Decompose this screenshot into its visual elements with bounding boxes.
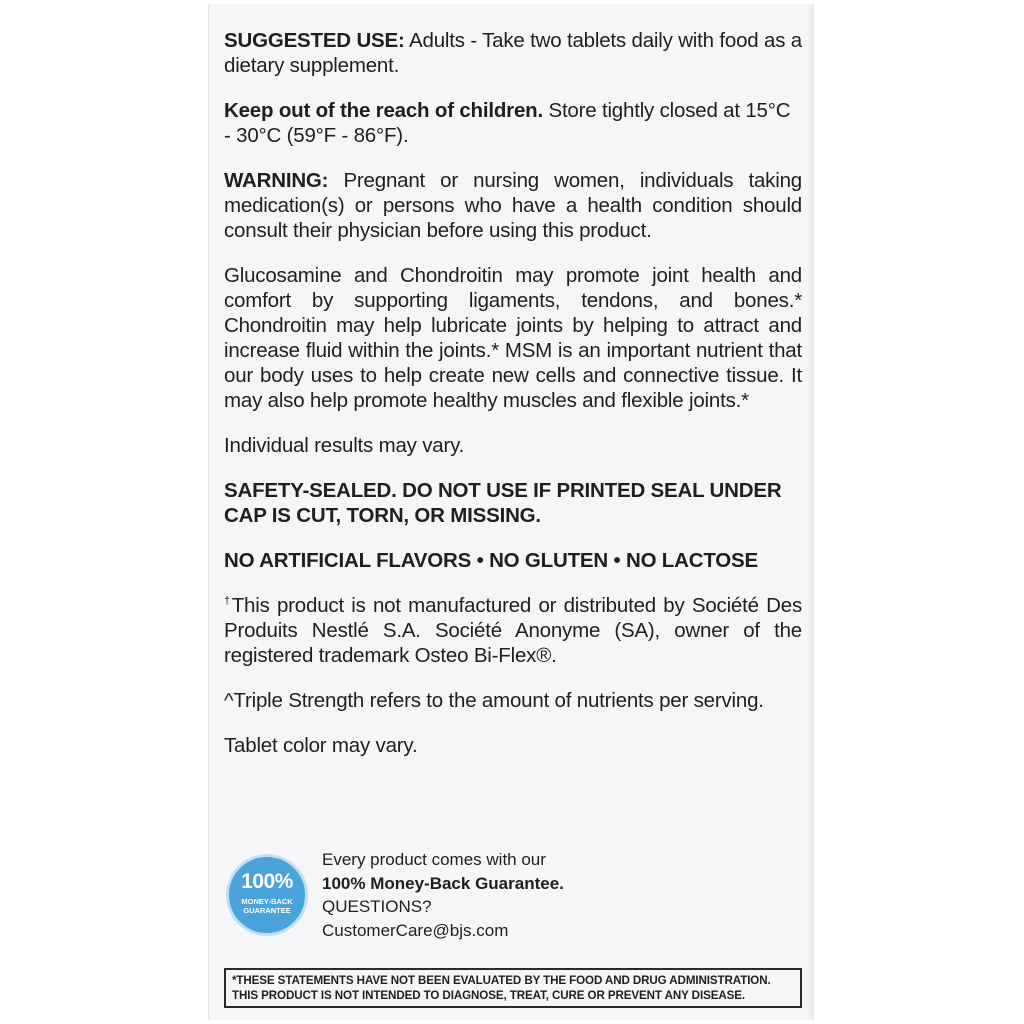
guarantee-line3: QUESTIONS? [322,897,432,916]
panel-edge-shadow [807,4,813,1020]
trademark-paragraph [224,593,802,668]
benefits-paragraph: Glucosamine and Chondroitin may promote joint health and comfort by supporting ligaments, tendons, and bones.* Chondroitin may help lubricate joints by helping to attract and increase fluid within the joints.* MSM is an important nutrient that our body uses to help create new cells and connective tissue. It may also help promote healthy muscles and flexible joints.* [224,264,802,412]
suggested-use-label: SUGGESTED USE: [224,29,405,52]
badge-caption-line2: GUARANTEE [243,906,291,915]
strength-note: ^Triple Strength refers to the amount of nutrients per serving. [224,689,764,712]
badge-caption-line1: MONEY-BACK [241,897,293,906]
badge-caption [229,897,305,915]
label-content [224,28,802,778]
storage-label: Keep out of the reach of children. [224,99,543,122]
safety-seal-notice: SAFETY-SEALED. DO NOT USE IF PRINTED SEAL UNDER CAP IS CUT, TORN, OR MISSING. [224,479,782,527]
storage-text: Store tightly closed at 15°C - 30°C (59°F - 86°F). [224,99,791,147]
guarantee-line2: 100% Money-Back Guarantee. [322,873,564,893]
warning-text: Pregnant or nursing women, individuals taking medication(s) or persons who have a health condition should consult their physician before using this product. [224,169,802,242]
suggested-use-paragraph [224,28,802,78]
free-from-line: NO ARTIFICIAL FLAVORS • NO GLUTEN • NO LACTOSE [224,549,758,572]
dagger-mark: † [224,595,232,607]
guarantee-text [322,848,762,942]
fda-disclaimer-box [224,968,802,1008]
guarantee-line1: Every product comes with our [322,850,546,869]
storage-paragraph [224,98,802,148]
suggested-use-text: Adults - Take two tablets daily with food as a dietary supplement. [224,29,802,77]
warning-paragraph [224,168,802,243]
disclaimer-line2: THIS PRODUCT IS NOT INTENDED TO DIAGNOSE, TREAT, CURE OR PREVENT ANY DISEASE. [232,989,745,1002]
tablet-color-note: Tablet color may vary. [224,734,418,757]
badge-percent: 100% [241,870,293,893]
customer-care-email[interactable]: CustomerCare@bjs.com [322,920,509,940]
warning-label: WARNING: [224,169,329,192]
money-back-badge-icon [226,854,308,936]
trademark-text: This product is not manufactured or distributed by Société Des Produits Nestlé S.A. Société Anonyme (SA), owner of the registered trademark Osteo Bi-Flex®. [224,594,802,667]
guarantee-block [226,848,786,938]
disclaimer-line1: *THESE STATEMENTS HAVE NOT BEEN EVALUATED BY THE FOOD AND DRUG ADMINISTRATION. [232,974,771,987]
results-note: Individual results may vary. [224,434,465,457]
